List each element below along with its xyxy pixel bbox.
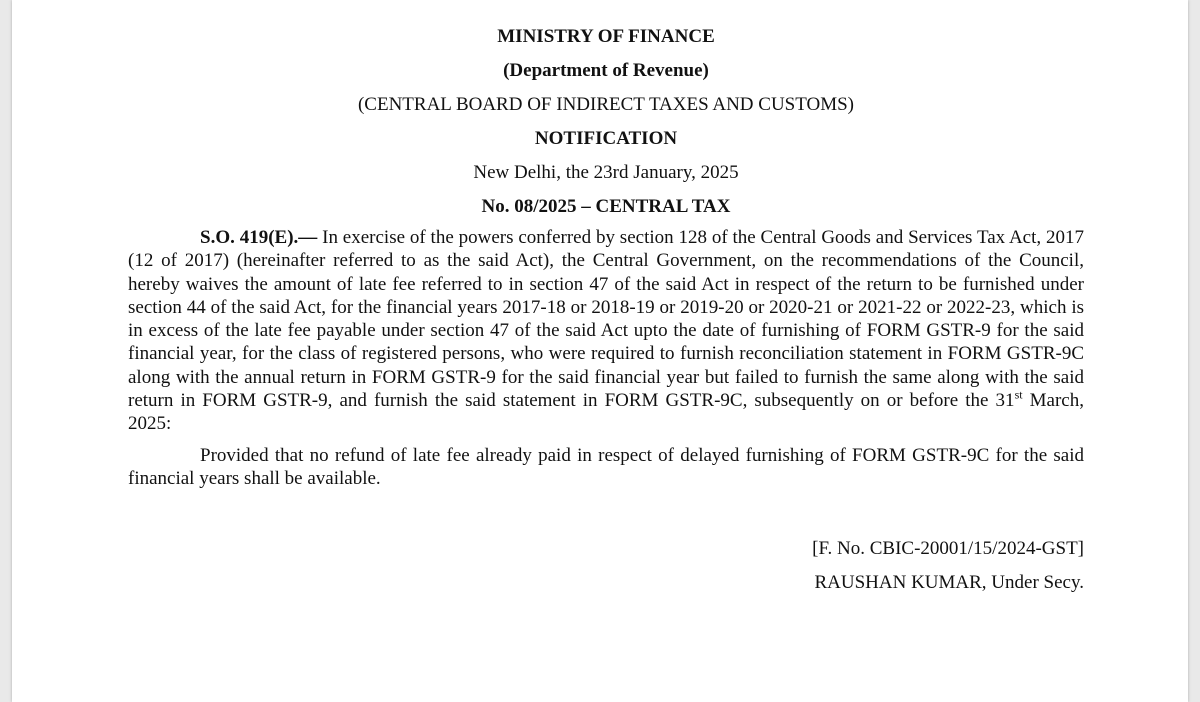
document-page [12, 0, 1188, 702]
place-date: New Delhi, the 23rd January, 2025 [473, 162, 739, 183]
board-heading: (CENTRAL BOARD OF INDIRECT TAXES AND CUSTOMS) [357, 94, 855, 115]
notification-body [128, 226, 1084, 490]
department-heading: (Department of Revenue) [503, 60, 709, 81]
proviso-paragraph: Provided that no refund of late fee already paid in respect of delayed furnishing of FORM GSTR-9C for the said financial years shall be available. [128, 444, 1084, 489]
ministry-heading: MINISTRY OF FINANCE [497, 26, 715, 47]
main-paragraph-text: In exercise of the powers conferred by section 128 of the Central Goods and Services Tax Act, 2017 (12 of 2017) (hereinafter referred to as the said Act), the Central Government, on the recommendations of the Council, hereby waives the amount of late fee referred to in section 47 of the said Act in respect of the return to be furnished under section 44 of the said Act, for the financial years 2017-18 or 2018-19 or 2019-20 or 2020-21 or 2021-22 or 2022-23, which is in excess of the late fee payable under section 47 of the said Act upto the date of furnishing of FORM GSTR-9 for the said financial year, for the class of registered persons, who were required to furnish reconciliation statement in FORM GSTR-9C along with the annual return in FORM GSTR-9 for the said financial year but failed to furnish the same along with the said return in FORM GSTR-9, and furnish the said statement in FORM GSTR-9C, subsequently on or before the 31 [128, 227, 1084, 412]
notification-content [128, 20, 1084, 600]
notification-title: NOTIFICATION [534, 128, 678, 149]
so-number: S.O. 419(E).— [200, 227, 318, 248]
date-superscript: st [1014, 387, 1023, 402]
signatory: RAUSHAN KUMAR, Under Secy. [814, 572, 1084, 594]
file-number: [F. No. CBIC-20001/15/2024-GST] [812, 538, 1084, 560]
notification-number: No. 08/2025 – CENTRAL TAX [481, 196, 731, 217]
main-paragraph [128, 226, 1084, 436]
main-paragraph-end: March, 2025: [128, 390, 1084, 435]
